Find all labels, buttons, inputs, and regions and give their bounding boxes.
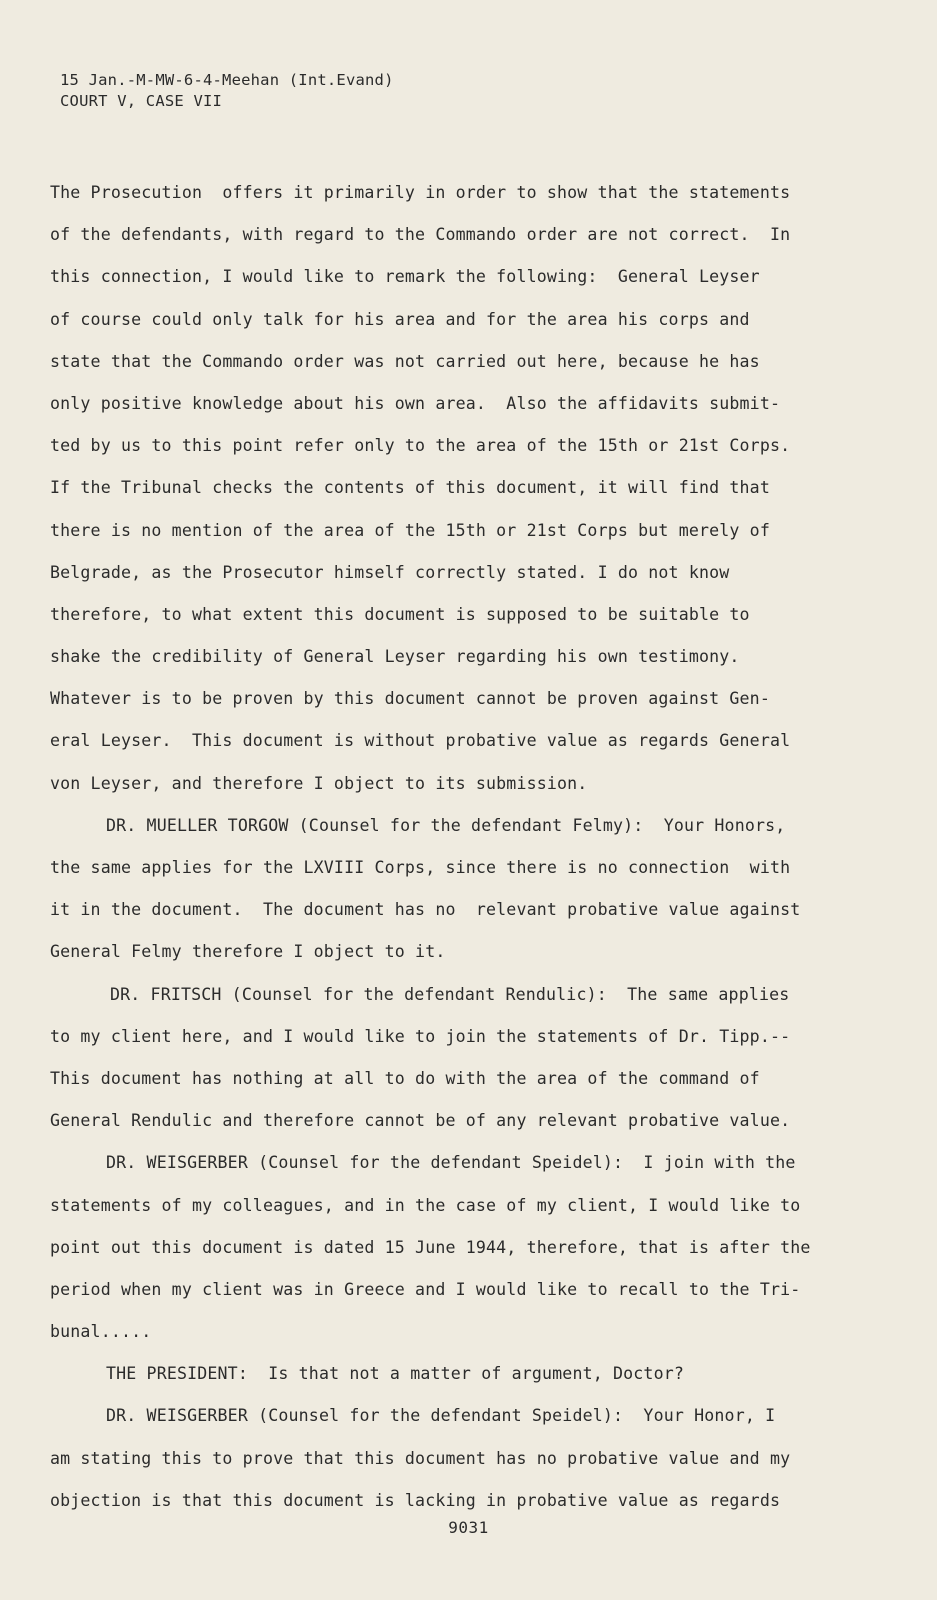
text-line: there is no mention of the area of the 15th or 21st Corps but merely of xyxy=(50,520,770,540)
text-line: the same applies for the LXVIII Corps, since there is no connection with xyxy=(50,858,791,877)
transcript-body xyxy=(50,172,880,1522)
text-line: eral Leyser. This document is without probative value as regards General xyxy=(50,731,791,751)
text-line: of course could only talk for his area and for the area his corps and xyxy=(50,309,750,329)
text-line: shake the credibility of General Leyser regarding his own testimony. xyxy=(50,647,740,667)
text-line: am stating this to prove that this document has no probative value and my xyxy=(50,1448,791,1468)
text-line: General Rendulic and therefore cannot be of any relevant probative value. xyxy=(50,1111,791,1131)
text-line: therefore, to what extent this document is supposed to be suitable to xyxy=(50,604,750,624)
text-line: statements of my colleagues, and in the case of my client, I would like to xyxy=(50,1195,801,1215)
text-line: ted by us to this point refer only to the area of the 15th or 21st Corps. xyxy=(50,436,791,456)
text-line: state that the Commando order was not carried out here, because he has xyxy=(50,351,760,371)
text-line: only positive knowledge about his own area. Also the affidavits submit- xyxy=(50,393,781,413)
text-line: General Felmy therefore I object to it. xyxy=(50,942,446,962)
speaker-line: DR. WEISGERBER (Counsel for the defendant Speidel): Your Honor, I xyxy=(106,1406,776,1426)
text-line: This document has nothing at all to do with the area of the command of xyxy=(50,1068,760,1088)
text-line: The Prosecution offers it primarily in order to show that the statements xyxy=(50,183,791,202)
text-line: period when my client was in Greece and I would like to recall to the Tri- xyxy=(50,1279,801,1299)
speaker-line: DR. FRITSCH (Counsel for the defendant Rendulic): The same applies xyxy=(110,984,790,1004)
header-court-line: COURT V, CASE VII xyxy=(60,92,223,110)
text-line: objection is that this document is lacking in probative value as regards xyxy=(50,1490,781,1510)
text-line: von Leyser, and therefore I object to its submission. xyxy=(50,773,588,793)
text-line: to my client here, and I would like to join the statements of Dr. Tipp.-- xyxy=(50,1026,791,1046)
text-line: it in the document. The document has no relevant probative value against xyxy=(50,900,801,920)
text-line: of the defendants, with regard to the Commando order are not correct. In xyxy=(50,225,791,245)
text-line: Belgrade, as the Prosecutor himself correctly stated. I do not know xyxy=(50,562,730,582)
header-session-line: 15 Jan.-M-MW-6-4-Meehan (Int.Evand) xyxy=(60,71,394,89)
text-line: this connection, I would like to remark the following: General Leyser xyxy=(50,267,760,287)
speaker-line: DR. WEISGERBER (Counsel for the defendant Speidel): I join with the xyxy=(106,1153,796,1173)
speaker-line: DR. MUELLER TORGOW (Counsel for the defendant Felmy): Your Honors, xyxy=(106,815,786,835)
speaker-line: THE PRESIDENT: Is that not a matter of argument, Doctor? xyxy=(106,1364,684,1384)
text-line: bunal..... xyxy=(50,1322,152,1342)
document-header xyxy=(60,70,394,112)
text-line: Whatever is to be proven by this document cannot be proven against Gen- xyxy=(50,689,770,709)
text-line: point out this document is dated 15 June 1944, therefore, that is after the xyxy=(50,1237,811,1257)
page-number: 9031 xyxy=(448,1518,489,1537)
text-line: If the Tribunal checks the contents of this document, it will find that xyxy=(50,478,770,498)
